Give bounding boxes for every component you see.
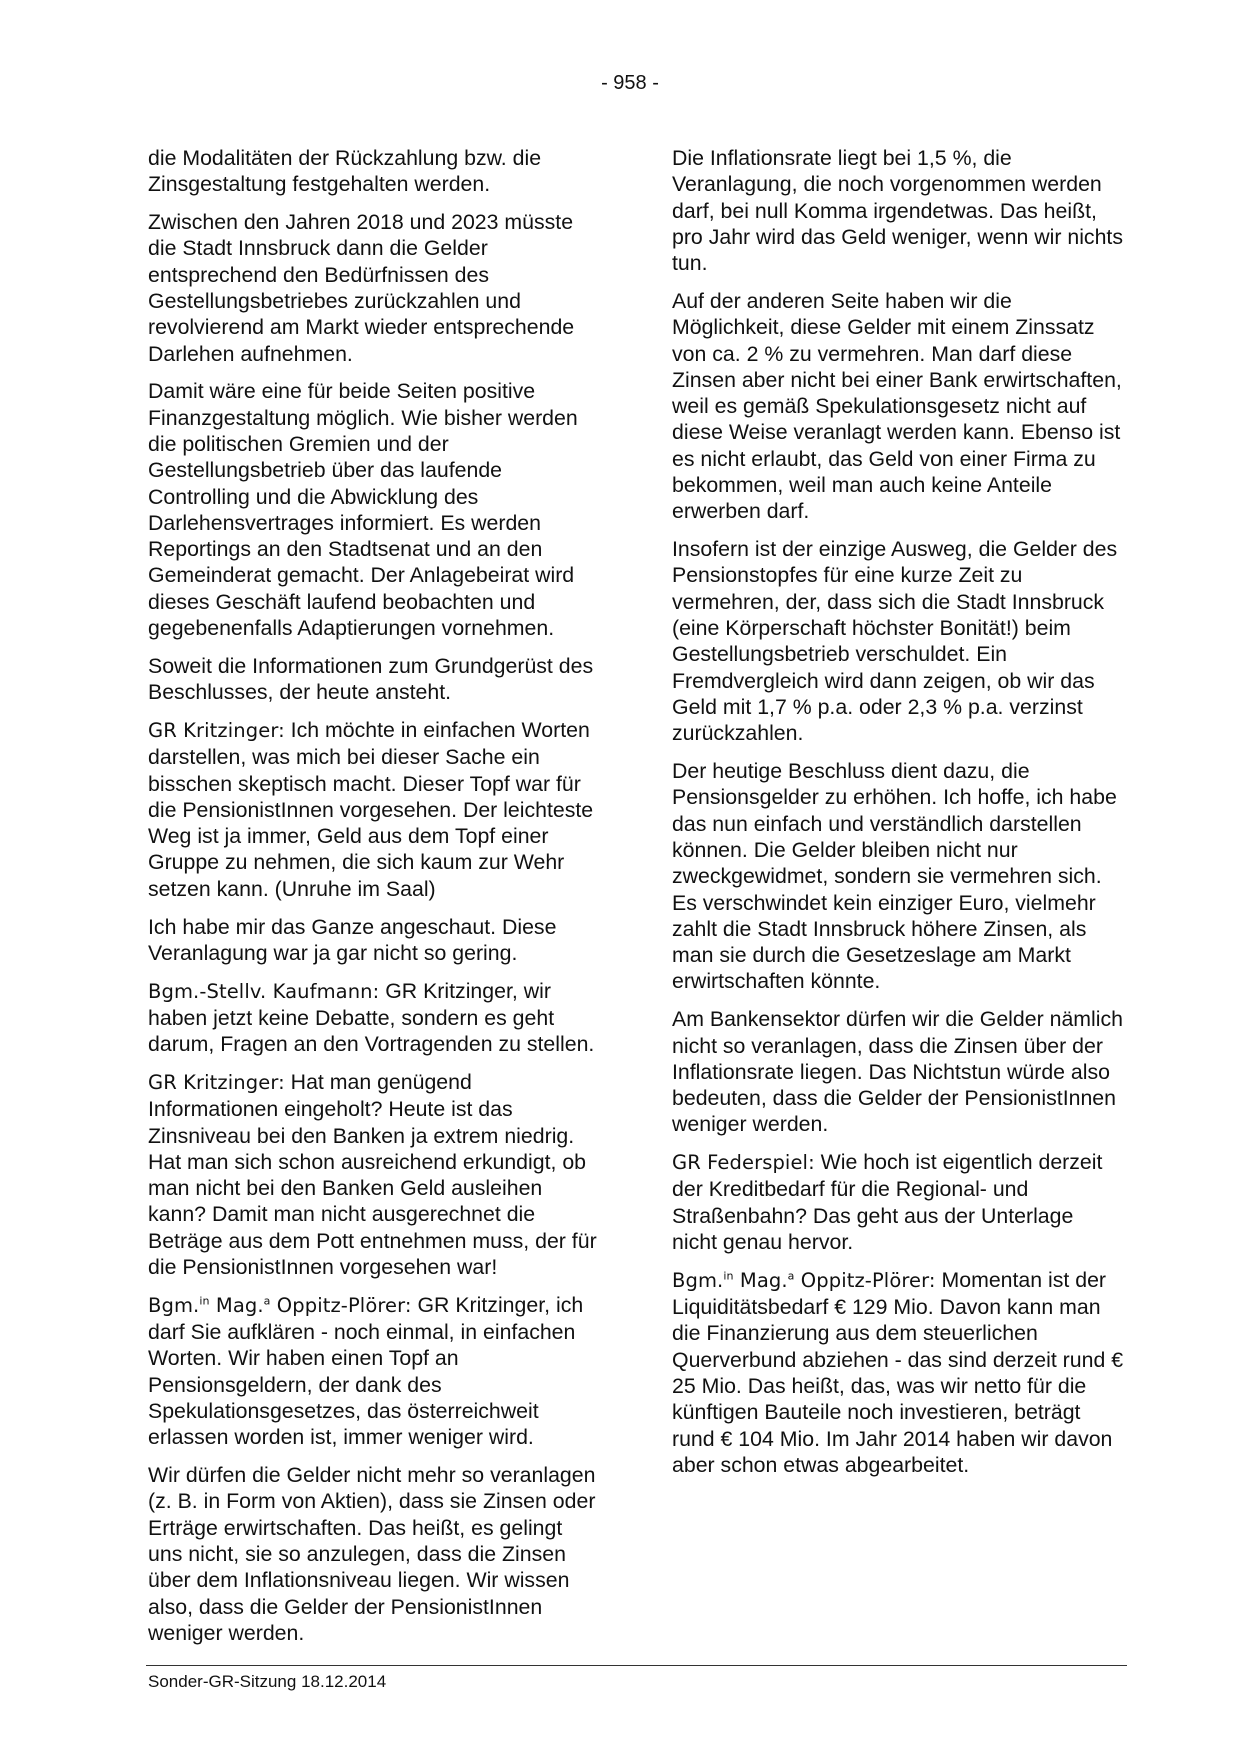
right-column — [672, 145, 1124, 1490]
paragraph: Bgm.$^{in}$ Mag.$^a$ Oppitz-Plörer: Momentan ist der Liquiditätsbedarf € 129 Mio. Davon kann man die Finanzierung aus dem steuerlichen Querverbund abziehen - das sind derzeit rund € 25 Mio. Das heißt, das, was wir netto für die künftigen Bauteile noch investieren, beträgt rund € 104 Mio. Im Jahr 2014 haben wir davon aber schon etwas abgearbeitet. — [672, 1267, 1124, 1477]
paragraph: die Modalitäten der Rückzahlung bzw. die Zinsgestaltung festgehalten werden. — [148, 146, 542, 197]
paragraph: Die Inflationsrate liegt bei 1,5 %, die Veranlagung, die noch vorgenommen werden darf, bei null Komma irgendetwas. Das heißt, pro Jahr wird das Geld weniger, wenn wir nichts tun. — [672, 146, 1123, 276]
page-number: - 958 - — [601, 72, 659, 94]
speaker-name: GR Federspiel: — [672, 1151, 815, 1175]
speaker-name: GR Kritzinger: — [148, 1071, 285, 1094]
speaker-name: Bgm.$^{in}$ Mag.$^a$ Oppitz-Plörer: — [148, 1293, 412, 1317]
paragraph: Der heutige Beschluss dient dazu, die Pensionsgelder zu erhöhen. Ich hoffe, ich habe das nun einfach und verständlich darstellen können. Die Gelder bleiben nicht nur zweckgewidmet, sondern sie vermehren sich. Es verschwindet kein einziger Euro, vielmehr zahlt die Stadt Innsbruck höhere Zinsen, als man sie durch die Gesetzeslage am Markt erwirtschaften könnte. — [672, 759, 1117, 994]
paragraph: Am Bankensektor dürfen wir die Gelder nämlich nicht so veranlagen, dass die Zinsen über der Inflationsrate liegen. Das Nichtstun würde also bedeuten, dass die Gelder der PensionistInnen weniger werden. — [672, 1007, 1123, 1137]
paragraph: Zwischen den Jahren 2018 und 2023 müsste die Stadt Innsbruck dann die Gelder entsprechend den Bedürfnissen des Gestellungsbetriebes zurückzahlen und revolvierend am Markt wieder entsprechende Darlehen aufnehmen. — [148, 210, 575, 366]
paragraph: GR Kritzinger: Ich möchte in einfachen Worten darstellen, was mich bei dieser Sache ein bisschen skeptisch macht. Dieser Topf war für die PensionistInnen vorgesehen. Der leichteste Weg ist ja immer, Geld aus dem Topf einer Gruppe zu nehmen, die sich kaum zur Wehr setzen kann. (Unruhe im Saal) — [148, 717, 594, 901]
paragraph: GR Federspiel: Wie hoch ist eigentlich derzeit der Kreditbedarf für die Regional- und Straßenbahn? Das geht aus der Unterlage nicht genau hervor. — [672, 1150, 1103, 1255]
paragraph: Bgm.-Stellv. Kaufmann: GR Kritzinger, wir haben jetzt keine Debatte, sondern es geht darum, Fragen an den Vortragenden zu stellen. — [148, 978, 595, 1057]
paragraph: Auf der anderen Seite haben wir die Möglichkeit, diese Gelder mit einem Zinssatz von ca. 2 % zu vermehren. Man darf diese Zinsen aber nicht bei einer Bank erwirtschaften, weil es gemäß Spekulationsgesetz nicht auf diese Weise veranlagt werden kann. Ebenso ist es nicht erlaubt, das Geld von einer Firma zu bekommen, weil man auch keine Anteile erwerben darf. — [672, 288, 1122, 524]
speaker-name: Bgm.$^{in}$ Mag.$^a$ Oppitz-Plörer: — [672, 1268, 936, 1292]
left-column — [148, 145, 600, 1658]
speaker-name: GR Kritzinger: — [148, 718, 285, 742]
paragraph: Insofern ist der einzige Ausweg, die Gelder des Pensionstopfes für eine kurze Zeit zu vermehren, der, dass sich die Stadt Innsbruck (eine Körperschaft höchster Bonität!) beim Gestellungsbetrieb verschuldet. Ein Fremdvergleich wird dann zeigen, ob wir das Geld mit 1,7 % p.a. oder 2,3 % p.a. verzinst zurückzahlen. — [672, 537, 1118, 746]
paragraph: Ich habe mir das Ganze angeschaut. Diese Veranlagung war ja gar nicht so gering. — [148, 914, 557, 965]
footer-session-label: Sonder-GR-Sitzung 18.12.2014 — [148, 1672, 387, 1691]
speaker-name: Bgm.-Stellv. Kaufmann: — [148, 979, 380, 1003]
paragraph: Damit wäre eine für beide Seiten positive Finanzgestaltung möglich. Wie bisher werden die politischen Gremien und der Gestellungsbetrieb über das laufende Controlling und die Abwicklung des Darlehensvertrages informiert. Es werden Reportings an den Stadtsenat und an den Gemeinderat gemacht. Der Anlagebeirat wird dieses Geschäft laufend beobachten und gegebenenfalls Adaptierungen vornehmen. — [148, 379, 578, 641]
paragraph: GR Kritzinger: Hat man genügend Informationen eingeholt? Heute ist das Zinsniveau bei den Banken ja extrem niedrig. Hat man sich schon ausreichend erkundigt, ob man nicht bei den Banken Geld ausleihen kann? Damit man nicht ausgerechnet die Beträge aus dem Pott entnehmen muss, der für die PensionistInnen vorgesehen war! — [148, 1070, 597, 1280]
paragraph: Soweit die Informationen zum Grundgerüst des Beschlusses, der heute ansteht. — [148, 653, 594, 705]
paragraph: Bgm.$^{in}$ Mag.$^a$ Oppitz-Plörer: GR Kritzinger, ich darf Sie aufklären - noch einmal, in einfachen Worten. Wir haben einen Topf an Pensionsgeldern, der dank des Spekulationsgesetzes, das österreichweit erlassen worden ist, immer weniger wird. — [148, 1292, 584, 1450]
footer-divider — [146, 1665, 1127, 1666]
paragraph: Wir dürfen die Gelder nicht mehr so veranlagen (z. B. in Form von Aktien), dass sie Zinsen oder Erträge erwirtschaften. Das heißt, es gelingt uns nicht, sie so anzulegen, dass die Zinsen über dem Inflationsniveau liegen. Wir wissen also, dass die Gelder der PensionistInnen weniger werden. — [148, 1463, 596, 1645]
